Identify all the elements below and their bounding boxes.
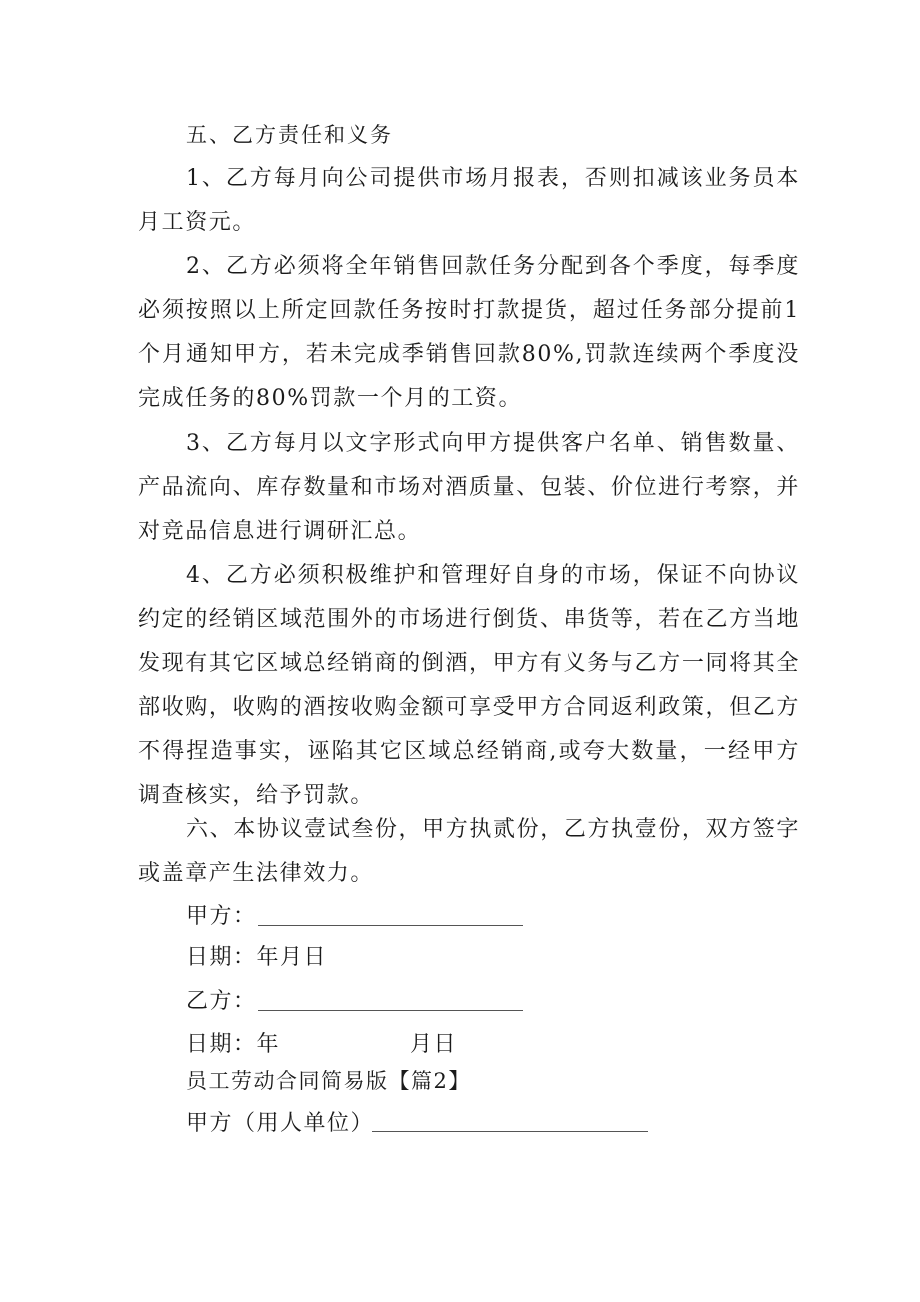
- party-a-signature-line: [258, 925, 523, 926]
- date-b-monthday: 月日: [410, 1032, 458, 1057]
- party-b-label: 乙方：: [186, 989, 257, 1014]
- party-a-label: 甲方：: [186, 904, 257, 929]
- date-a: 日期：年月日: [186, 945, 328, 970]
- section-5-item-4: 4、乙方必须积极维护和管理好自身的市场，保证不向协议约定的经销区域范围外的市场进行倒货、串货等，若在乙方当地发现有其它区域总经销商的倒酒，甲方有义务与乙方一同将其全部收购，收购的酒按收购金额可享受甲方合同返利政策，但乙方不得捏造事实，诬陷其它区域总经销商,或夸大数量，一经甲方调查核实，给予罚款。: [138, 563, 800, 808]
- party-b-signature-line: [258, 1010, 523, 1011]
- section-5-item-1: 1、乙方每月向公司提供市场月报表，否则扣减该业务员本月工资元。: [138, 166, 800, 235]
- section-5-item-2: 2、乙方必须将全年销售回款任务分配到各个季度，每季度必须按照以上所定回款任务按时打款提货，超过任务部分提前1个月通知甲方，若未完成季销售回款80%,罚款连续两个季度没完成任务的80%罚款一个月的工资。: [138, 254, 800, 411]
- next-document-title: 员工劳动合同简易版【篇2】: [186, 1069, 471, 1093]
- date-b: [186, 1030, 457, 1060]
- section-5-title: 五、乙方责任和义务: [186, 123, 393, 147]
- section-6-text: 六、本协议壹试叁份，甲方执贰份，乙方执壹份，双方签字或盖章产生法律效力。: [138, 817, 800, 886]
- section-5-item-3: 3、乙方每月以文字形式向甲方提供客户名单、销售数量、产品流向、库存数量和市场对酒质量、包装、价位进行考察，并对竞品信息进行调研汇总。: [138, 431, 800, 544]
- employer-signature-line: [372, 1131, 648, 1132]
- date-b-year: 日期：年: [186, 1032, 281, 1057]
- employer-label: 甲方（用人单位）: [186, 1111, 375, 1136]
